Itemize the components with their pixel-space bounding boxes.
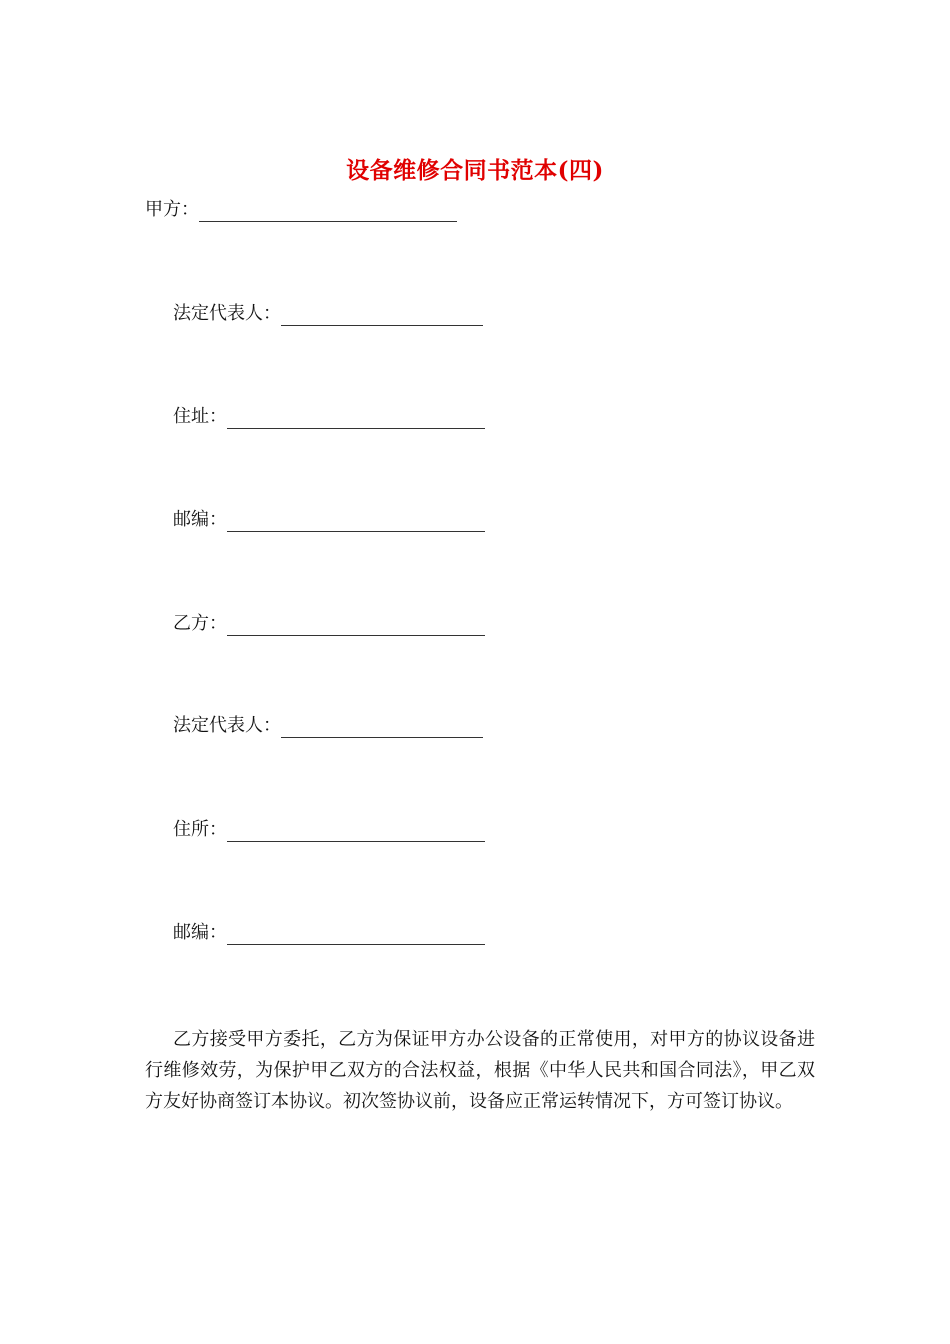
party-b-postcode-label: 邮编： (173, 922, 227, 943)
party-b-rep-label: 法定代表人： (173, 715, 281, 736)
party-a-postcode-blank[interactable] (227, 511, 485, 532)
party-a-name-blank[interactable] (199, 201, 457, 222)
party-b-postcode-field (173, 921, 485, 945)
party-a-rep-blank[interactable] (281, 305, 483, 326)
party-b-name-blank[interactable] (227, 615, 485, 636)
party-b-address-label: 住所： (173, 819, 227, 840)
party-a-rep-field (173, 302, 483, 326)
party-a-name-field (145, 198, 457, 222)
agreement-paragraph: 乙方接受甲方委托，乙方为保证甲方办公设备的正常使用，对甲方的协议设备进行维修效劳，为保护甲乙双方的合法权益，根据《中华人民共和国合同法》，甲乙双方友好协商签订本协议。初次签协议前，设备应正常运转情况下，方可签订协议。 (145, 1029, 815, 1112)
party-a-address-field (173, 405, 485, 429)
party-b-address-blank[interactable] (227, 821, 485, 842)
document-title: 设备维修合同书范本(四) (346, 157, 604, 184)
party-b-address-field (173, 818, 485, 842)
party-b-name-field (173, 612, 485, 636)
party-a-rep-label: 法定代表人： (173, 303, 281, 324)
party-a-postcode-label: 邮编： (173, 509, 227, 530)
party-a-address-blank[interactable] (227, 408, 485, 429)
party-b-name-label: 乙方： (173, 613, 227, 634)
party-b-postcode-blank[interactable] (227, 924, 485, 945)
party-a-postcode-field (173, 508, 485, 532)
party-a-name-label: 甲方： (145, 199, 199, 220)
party-a-address-label: 住址： (173, 406, 227, 427)
party-b-rep-field (173, 714, 483, 738)
party-b-rep-blank[interactable] (281, 717, 483, 738)
